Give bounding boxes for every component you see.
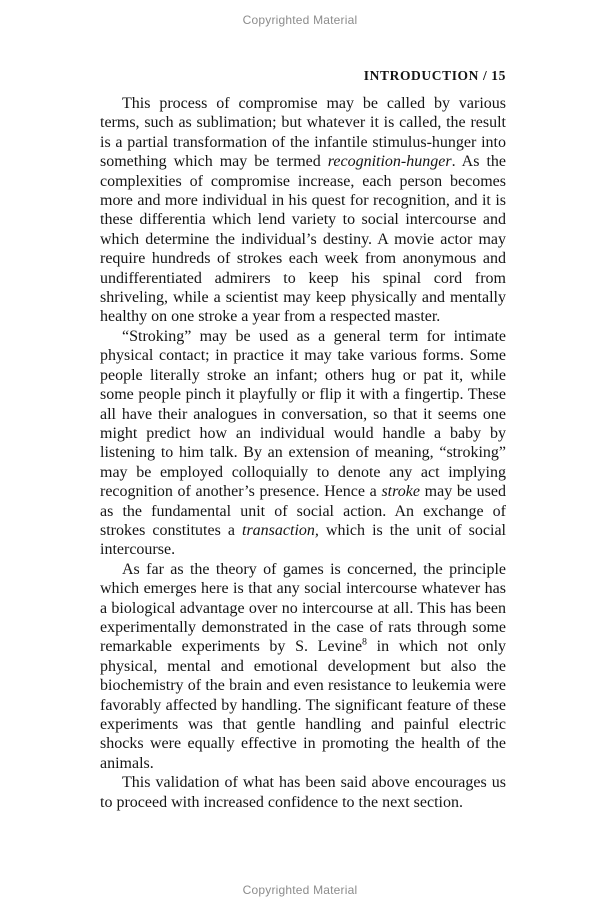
copyright-notice-top: Copyrighted Material	[242, 13, 358, 27]
body-text	[100, 94, 506, 812]
paragraph	[100, 94, 506, 327]
text-run: may be used as the fundamental unit of social action. An exchange of strokes constitutes a	[100, 483, 506, 539]
paragraph	[100, 327, 506, 560]
text-run: “Stroking” may be used as a general term for intimate physical contact; in practice it may take various forms. Some people literally stroke an infant; others hug or pat it, while some people pinch it playfully or flip it with a fingertip. These all have their analogues in conversation, so that it seems one might predict how an individual would handle a baby by listening to him talk. By an extension of meaning, “stroking” may be employed colloquially to denote any act implying recognition of another’s presence. Hence a	[100, 327, 506, 501]
paragraph	[100, 773, 506, 812]
text-run: stroke	[381, 483, 420, 501]
paragraph	[100, 560, 506, 773]
text-run: This validation of what has been said above encourages us to proceed with increased confidence to the next section.	[100, 774, 506, 811]
text-run: in which not only physical, mental and emotional development but also the biochemistry of the brain and even resistance to leukemia were favorably affected by handling. The significant feature of these experiments was that gentle handling and painful electric shocks were equally effective in promoting the health of the animals.	[100, 638, 507, 772]
copyright-notice-bottom: Copyrighted Material	[242, 883, 358, 897]
text-run: . As the complexities of compromise increase, each person becomes more and more individual in his quest for recognition, and it is these differentia which lend variety to social intercourse and which determine the individual’s destiny. A movie actor may require hundreds of strokes each week from anonymous and undifferentiated admirers to keep his spinal cord from shriveling, while a scientist may keep physically and mentally healthy on one stroke a year from a respected master.	[100, 153, 506, 326]
text-run: 8	[362, 637, 367, 649]
text-run: This process of compromise may be called by various terms, such as sublimation; but whatever it is called, the result is a partial transformation of the infantile stimulus-hunger into something which may be termed	[100, 95, 506, 171]
text-run: which is the unit of social intercourse.	[100, 521, 507, 559]
text-run: As far as the theory of games is concerned, the principle which emerges here is that any social intercourse whatever has a biological advantage over no intercourse at all. This has been experimentally demonstrated in the case of rats through some remarkable experiments by S. Levine	[100, 560, 506, 656]
running-head: INTRODUCTION / 15	[363, 68, 506, 83]
text-run: recognition-hunger	[327, 153, 452, 171]
text-run: transaction,	[242, 521, 319, 539]
